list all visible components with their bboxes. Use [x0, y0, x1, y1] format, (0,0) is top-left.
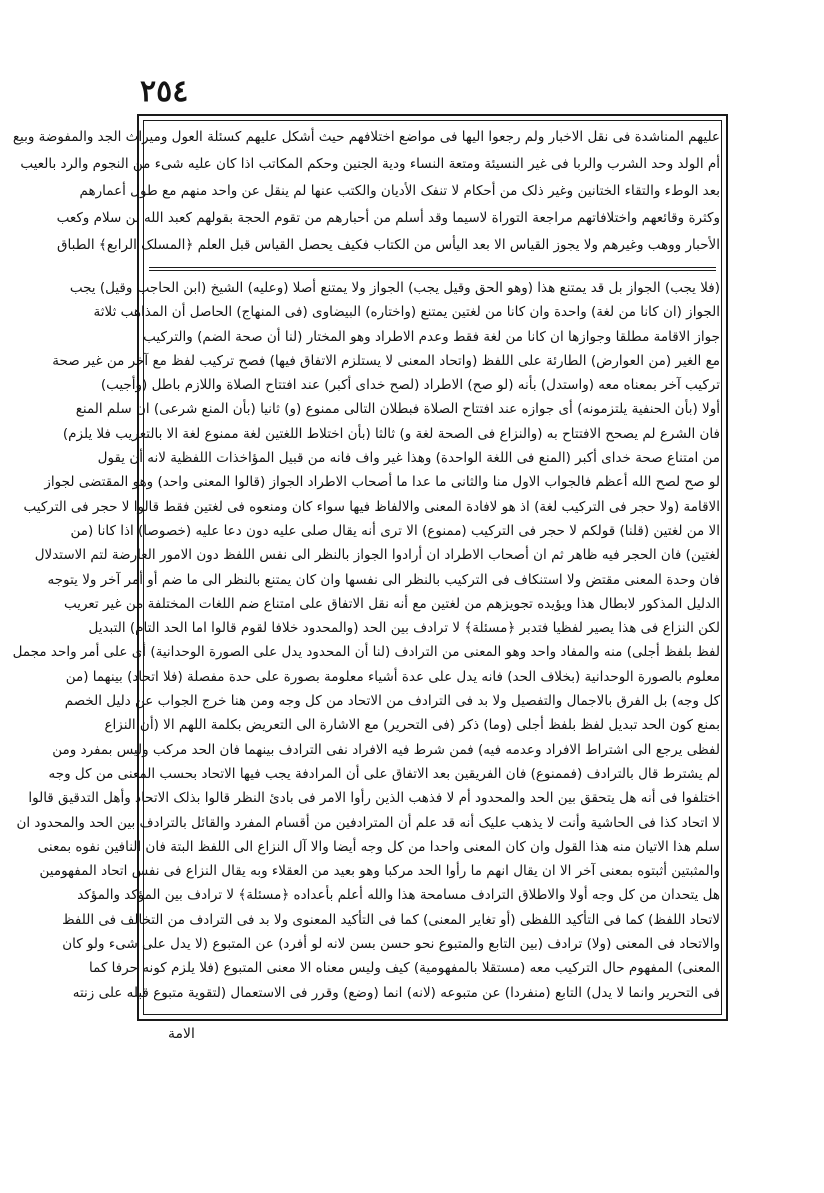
- text-line: لفظ بلفظ أجلی) منه والمفاد واحد وهو المعنی من الترادف (لنا أن المحدود یدل علی الصورة الوحدانیة) أی علی أمر واحد مجمل: [12, 644, 720, 661]
- text-line: لم یشترط قال بالترادف (فممنوع) فان الفریقین بعد الاتفاق علی أن المرادفة یجب فیها الاتحاد بحسب المعنی من کل وجه: [48, 765, 720, 782]
- text-line: جواز الاقامة مطلقا وجوازها ان کانا من لغة فقط وعدم الاطراد وهو المختار (لنا أن صحة الضم) والترکیب: [143, 328, 720, 345]
- text-line: المعنی) المفهوم حال الترکیب معه (مستقلا بالمفهومیة) کیف ولیس معناه الا معنی المتبوع (فلا یلزم کونه حرفا کما: [89, 960, 720, 977]
- catchword: الامة: [168, 1026, 195, 1042]
- text-line: لفظی یرجع الی اشتراط الافراد وعدمه فیه) فمن شرط فیه الافراد نفی الترادف بینهما فان الحد مرکب ولیس بمفرد ومن: [52, 741, 720, 758]
- text-line: معلوم بالصورة الوحدانیة (بخلاف الحد) فانه یدل علی عدة أشیاء معلومة بصورة علی حدة مفصلة (فلا اتحاد) بینهما (من: [65, 668, 720, 685]
- text-line: الجواز (ان کانا من لغة) واحدة وان کانا من لغتین یمتنع (واختاره) البیضاوی (فی المنهاج) الحاصل أن المذاهب ثلاثة: [93, 304, 720, 321]
- text-line: فان وحدة المعنی مقتض ولا استنکاف فی الترکیب بالنظر الی نفسها وان کان یمتنع بالنظر الی ما ضم أو أمر آخر ولا یتوجه: [47, 571, 720, 588]
- text-line: مع الغیر (من العوارض) الطارئة علی اللفظ (واتحاد المعنی لا یستلزم الاتفاق فیها) فصح ترکیب لفظ مع آخر من غیر صحة: [52, 352, 720, 369]
- text-frame: [12, 114, 728, 1021]
- text-line: الدلیل المذکور لابطال هذا ویؤیده تجویزهم من لغتین مع أنه نقل الاتفاق علی امتناع ضم اللغات المختلفة من غیر تعریب: [63, 595, 720, 612]
- main-text-block: [12, 276, 720, 1011]
- text-line: والاتحاد فی المعنی (ولا) ترادف (بین التابع والمتبوع نحو حسن بسن لانه لو أفرد) عن المتبوع (لا یدل علی شیء ولو کان: [62, 936, 720, 953]
- section-divider: [149, 267, 716, 268]
- text-line: من امتناع صحة خدای أکبر (المنع فی اللغة الواحدة) وهذا غیر واف فانه من قبیل المؤاخذات اللفظیة لانه أن یقول: [97, 450, 720, 467]
- section-divider: [149, 270, 716, 271]
- text-line: لکن النزاع فی هذا یصیر لفظیا فتدبر ﴿مسئلة﴾ لا ترادف بین الحد (والمحدود خلافا لقوم قالوا اما الحد التام) التبدیل: [88, 620, 720, 637]
- text-line: الاقامة (ولا حجر فی الترکیب لغة) اذ هو لافادة المعنی والالفاظ فیها سواء کان ومنعوه فی لغتین فقط قالوا لا حجر فی الترکیب: [23, 498, 720, 515]
- text-line: سلم هذا الاتیان منه هذا القول وان کان المعنی واحدا من کل وجه أیضا والا آل النزاع الی اللفظ البتة فان النافین نفوه بمعنی: [37, 838, 720, 855]
- text-line: فی التحریر وانما لا یدل) التابع (منفردا) عن متبوعه (لانه) انما (وضع) وقرر فی الاستعمال (لتقویة متبوع قبله علی زنته: [72, 984, 720, 1001]
- text-line: لاتحاد اللفظ) کما فی التأکید اللفظی (أو تغایر المعنی) کما فی التأکید المعنوی ولا بد فی الترادف من التخالف فی اللفظ: [62, 911, 720, 928]
- text-line: بمنع کون الحد تبدیل لفظ بلفظ أجلی (وما) ذکر (فی التحریر) مع الاشارة الی التعریض بکلمة اللهم الا (أن النزاع: [104, 717, 720, 734]
- text-line: أم الولد وحد الشرب والربا فی غیر النسیئة ومتعة النساء ودیة الجنین وحکم المکاتب اذا کان علیه شیء من النجوم والرد بالعیب: [20, 156, 720, 172]
- text-line: لو صح لصح الله أعظم فالجواب الاول منا والثانی ما عدا ما أصحاب الاطراد الجواز (قالوا المعنی واحد) وهو المقتضی لجواز: [44, 474, 720, 491]
- page-number: ٢٥٤: [140, 74, 189, 109]
- text-line: کل وجه) بل الفرق بالاجمال والتفصیل ولا بد فی الترادف من الاتحاد من کل وجه ومن هنا خرج الجواب عن دلیل الخصم: [64, 693, 720, 710]
- text-line: فان الشرع لم یصحح الافتتاح به (والنزاع فی الصحة لغة و) ثالثا (بأن اختلاط اللغتین لغة ممنوع لغة الا بالتعریب فلا یلزم): [62, 425, 720, 442]
- text-line: والمثبتین أثبتوه بمعنی آخر الا ان یقال انهم ما رأوا الحد مرکبا وهو بعید من العقلاء وبه یقال النزاع فی نفس اتحاد المفهومین: [39, 863, 720, 880]
- text-line: ترکیب آخر بمعناه معه (واستدل) بأنه (لو صح) الاطراد (لصح خدای أکبر) عند افتتاح الصلاة واللازم باطل (وأجیب): [100, 377, 720, 394]
- text-line: هل یتحدان من کل وجه أولا والاطلاق الترادف مسامحة هذا والله أعلم بأعداده ﴿مسئلة﴾ لا ترادف بین المؤکد والمؤکد: [77, 887, 720, 904]
- text-line: لغتین) فان الحجر فیه ظاهر ثم ان أصحاب الاطراد ان أرادوا الجواز بالنظر الی نفس اللفظ دون الامور العارضة لتم الاستدلال: [34, 547, 720, 564]
- text-line: أولا (بأن الحنفیة یلتزمونه) أی جوازه عند افتتاح الصلاة فبطلان التالی ممنوع (و) ثانیا (بأن المنع شرعی) ان سلم المنع: [75, 401, 720, 418]
- text-line: الأحبار ووهب وغیرهم ولا یجوز القیاس الا بعد الیأس من الکتاب فکیف یحصل القیاس قبل العلم ﴿المسلک الرابع﴾ الطباق: [57, 237, 720, 253]
- text-line: الا من لغتین (قلنا) قولکم لا حجر فی الترکیب (ممنوع) الا تری أنه یقال صلی علیه دون دعا علیه (خصوصا) اذا کانا (من: [70, 522, 720, 539]
- top-text-block: [12, 124, 720, 260]
- text-line: لا اتحاد کذا فی الحاشیة وأنت لا یذهب علیک أنه قد علم أن المترادفین من أقسام المفرد والقائل بالترادف بین الحد والمحدود ان: [16, 814, 720, 831]
- text-line: اختلفوا فی أنه هل یتحقق بین الحد والمحدود أم لا فذهب الذین رأوا الامر فی بادئ النظر قالوا بذلک الاتحاد وأهل التدقیق قالوا: [28, 790, 720, 807]
- text-line: (فلا یجب) الجواز بل قد یمتنع هذا (وهو الحق وقیل یجب) الجواز ولا یمتنع أصلا (وعلیه) الشیخ (ابن الحاجب وقیل) یجب: [69, 280, 720, 296]
- text-line: وکثرة وقائعهم واختلافاتهم مراجعة التوراة لاسیما وقد أسلم من أحبارهم من تقوم الحجة بقولهم کعبد الله بن سلام وکعب: [56, 210, 720, 226]
- text-line: علیهم المناشدة فی نقل الاخبار ولم رجعوا الیها فی مواضع اختلافهم حیث أشکل علیهم کسئلة العول ومیراث الجد والمفوضة وبیع: [12, 129, 720, 145]
- text-line: بعد الوطء والتقاء الختانین وغیر ذلک من أحکام لا تنفک الأدیان والکتب عنها لم ینقل عن واحد منهم مع طول أعمارهم: [79, 183, 720, 199]
